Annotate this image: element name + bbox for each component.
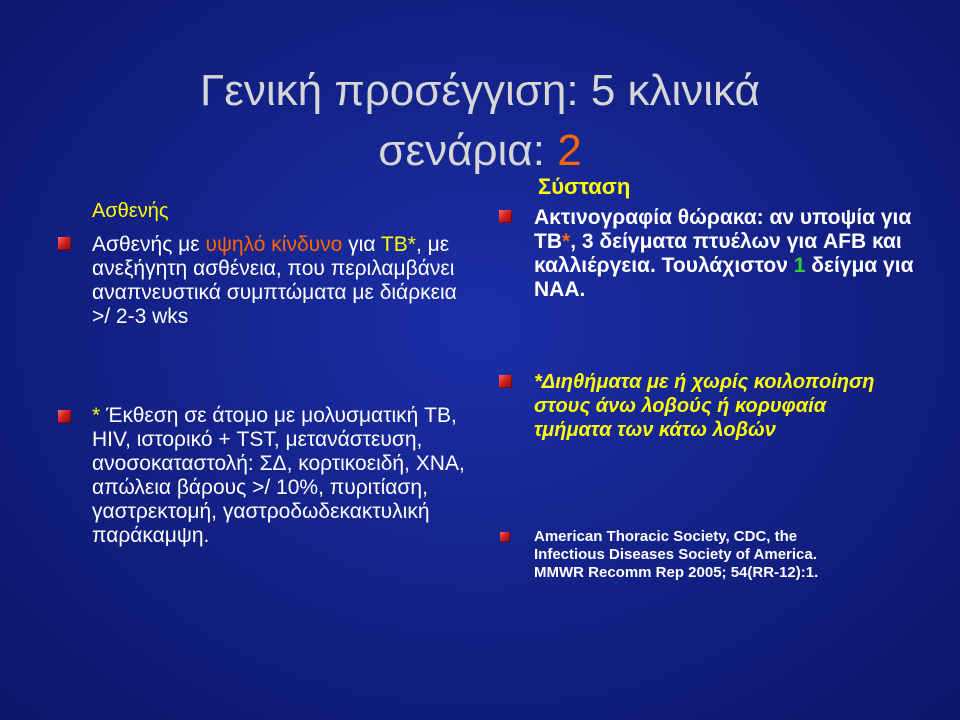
slide-title-line2 [100,122,860,180]
reference-line2: Infectious Diseases Society of America. [534,546,817,563]
tb-text: ΤΒ* [380,233,416,256]
text: για [342,233,381,256]
reference [534,528,934,582]
bullet-icon [500,532,510,542]
text: Έκθεση σε άτομο με μολυσματική TB, HIV, ιστορικό + TST, μετανάστευση, ανοσοκαταστολή: ΣΔ, κορτικοειδή, ΧΝΑ, απώλεια βάρους >/ 10%, πυριτίαση, γαστρεκτομή, γαστροδωδεκακτυλική παράκαμψη. [92,404,465,547]
recommendation-heading: Σύσταση [538,174,631,199]
bullet-icon [58,237,71,250]
recommendation-bullet-2: *Διηθήματα με ή χωρίς κοιλοποίηση στους άνω λοβούς ή κορυφαία τμήματα των κάτω λοβών [534,371,875,441]
patient-bullet-1 [92,233,472,329]
bullet-icon [499,375,512,388]
bullet-icon [58,410,71,423]
text: , με ανεξήγητη ασθένεια, που περιλαμβάνει αναπνευστικά συμπτώματα με διάρκεια >/ 2-3 wks [92,233,457,328]
patient-heading: Ασθενής [92,200,169,222]
reference-line3: MMWR Recomm Rep 2005; 54(RR-12):1. [534,564,819,581]
high-risk-text: υψηλό κίνδυνο [205,233,343,256]
asterisk: * [92,404,107,427]
text: Ακτινογραφία θώρακα: αν υποψία για TB [534,206,912,253]
title-number: 2 [557,126,582,175]
slide-title-line1: Γενική προσέγγιση: 5 κλινικά [200,66,760,115]
text: Ασθενής με [92,233,206,256]
text: , 3 δείγματα πτυέλων για AFB και καλλιέργεια. Τουλάχιστον [534,230,902,277]
reference-line1: American Thoracic Society, CDC, the [534,528,798,545]
recommendation-bullet-1 [534,206,934,302]
number-one: 1 [793,254,806,277]
asterisk: * [562,230,571,253]
patient-bullet-2 [92,404,472,548]
bullet-icon [499,210,512,223]
title-prefix: σενάρια: [378,126,558,175]
text: δείγμα για NAA. [534,254,914,301]
